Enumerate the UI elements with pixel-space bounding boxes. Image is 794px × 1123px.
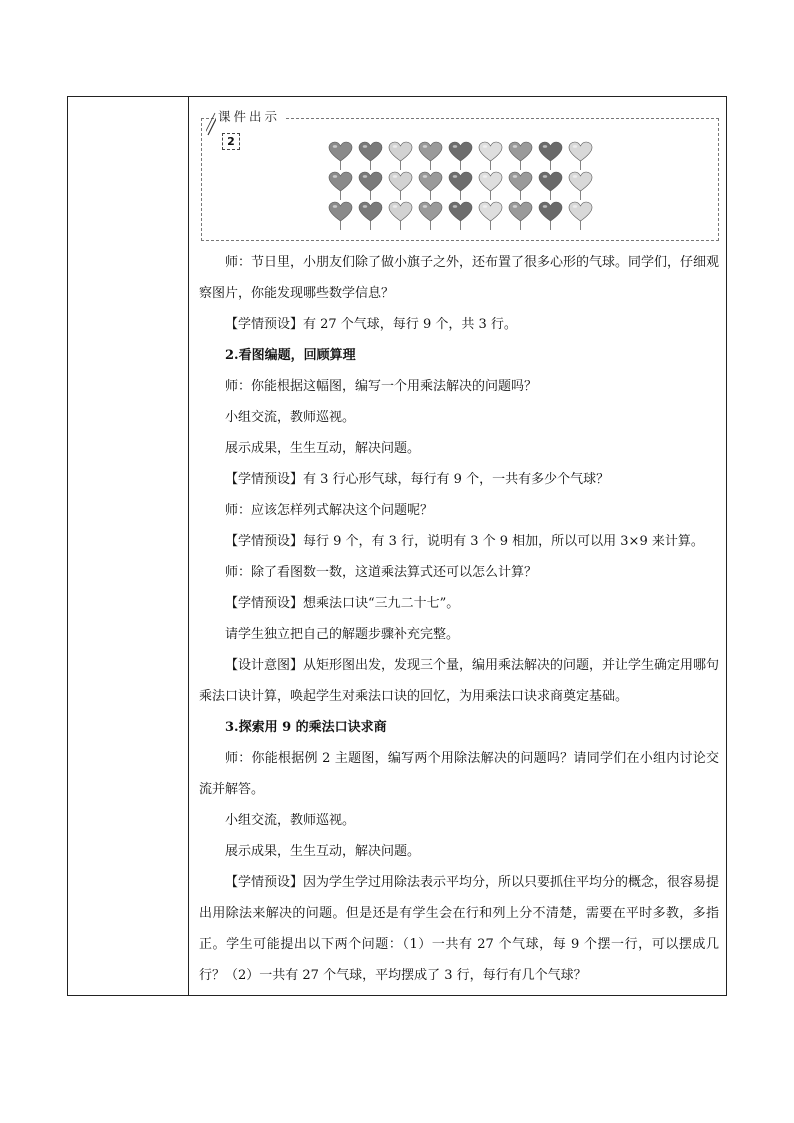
heart-balloon-icon: [508, 171, 533, 201]
paragraph: 【学情预设】想乘法口诀“三九二十七”。: [225, 596, 460, 611]
heart-balloon-icon: [418, 201, 443, 231]
paragraph: 师：你能根据例 2 主题图，编写两个用除法解决的问题吗？请同学们在小组内讨论交流并解答。: [199, 751, 719, 797]
section-heading: 2.看图编题，回顾算理: [225, 348, 356, 363]
paragraph: 师：节日里，小朋友们除了做小旗子之外，还布置了很多心形的气球。同学们，仔细观察图片，你能发现哪些数学信息？: [199, 255, 720, 301]
lesson-text: [199, 247, 719, 991]
balloon-row: [328, 171, 593, 201]
heart-balloon-icon: [508, 201, 533, 231]
heart-balloon-icon: [358, 201, 383, 231]
heart-balloon-icon: [358, 141, 383, 171]
heart-balloon-icon: [358, 171, 383, 201]
heart-balloon-icon: [508, 141, 533, 171]
balloon-grid: [328, 141, 593, 231]
heart-balloon-icon: [478, 141, 503, 171]
section-heading: 3.探索用 9 的乘法口诀求商: [225, 720, 387, 735]
heart-balloon-icon: [478, 201, 503, 231]
paragraph: 师：除了看图数一数，这道乘法算式还可以怎么计算？: [225, 565, 538, 580]
paragraph: 【设计意图】从矩形图出发，发现三个量，编用乘法解决的问题，并让学生确定用哪句乘法口诀计算，唤起学生对乘法口诀的回忆，为用乘法口诀求商奠定基础。: [199, 658, 720, 704]
content-cell: [189, 97, 726, 995]
paragraph: 【学情预设】每行 9 个，有 3 行，说明有 3 个 9 相加，所以可以用 3×9 来计算。: [225, 534, 704, 549]
heart-balloon-icon: [448, 141, 473, 171]
heart-balloon-icon: [388, 201, 413, 231]
heart-balloon-icon: [418, 171, 443, 201]
heart-balloon-icon: [538, 141, 563, 171]
courseware-title: 课件出示: [216, 107, 284, 125]
heart-balloon-icon: [388, 141, 413, 171]
heart-balloon-icon: [568, 141, 593, 171]
heart-balloon-icon: [538, 201, 563, 231]
balloon-row: [328, 201, 593, 231]
example-number-badge: 2: [222, 133, 240, 150]
heart-balloon-icon: [568, 171, 593, 201]
left-column-cell: [68, 97, 189, 995]
heart-balloon-icon: [448, 171, 473, 201]
paragraph: 【学情预设】因为学生学过用除法表示平均分，所以只要抓住平均分的概念，很容易提出用除法来解决的问题。但是还是有学生会在行和列上分不清楚，需要在平时多教，多指正。学生可能提出以下两个问题：（1）一共有 27 个气球，每 9 个摆一行，可以摆成几行？（2）一共有 27 个气球，平均摆成了 3 行，每行有几个气球？: [199, 875, 720, 983]
heart-balloon-icon: [568, 201, 593, 231]
balloon-row: [328, 141, 593, 171]
paragraph: 师：你能根据这幅图，编写一个用乘法解决的问题吗？: [225, 379, 538, 394]
heart-balloon-icon: [478, 171, 503, 201]
heart-balloon-icon: [328, 171, 353, 201]
paragraph: 【学情预设】有 3 行心形气球，每行有 9 个，一共有多少个气球？: [225, 472, 610, 487]
heart-balloon-icon: [538, 171, 563, 201]
heart-balloon-icon: [418, 141, 443, 171]
heart-balloon-icon: [388, 171, 413, 201]
heart-balloon-icon: [328, 201, 353, 231]
paragraph: 小组交流，教师巡视。: [225, 410, 356, 425]
courseware-box: [201, 109, 719, 241]
heart-balloon-icon: [328, 141, 353, 171]
heart-balloon-icon: [448, 201, 473, 231]
paragraph: 师：应该怎样列式解决这个问题呢？: [225, 503, 434, 518]
paragraph: 小组交流，教师巡视。: [225, 813, 356, 828]
lesson-table: [67, 96, 727, 996]
paragraph: 展示成果，生生互动，解决问题。: [225, 844, 421, 859]
paragraph: 请学生独立把自己的解题步骤补充完整。: [225, 627, 460, 642]
paragraph: 展示成果，生生互动，解决问题。: [225, 441, 421, 456]
paragraph: 【学情预设】有 27 个气球，每行 9 个，共 3 行。: [225, 317, 517, 332]
